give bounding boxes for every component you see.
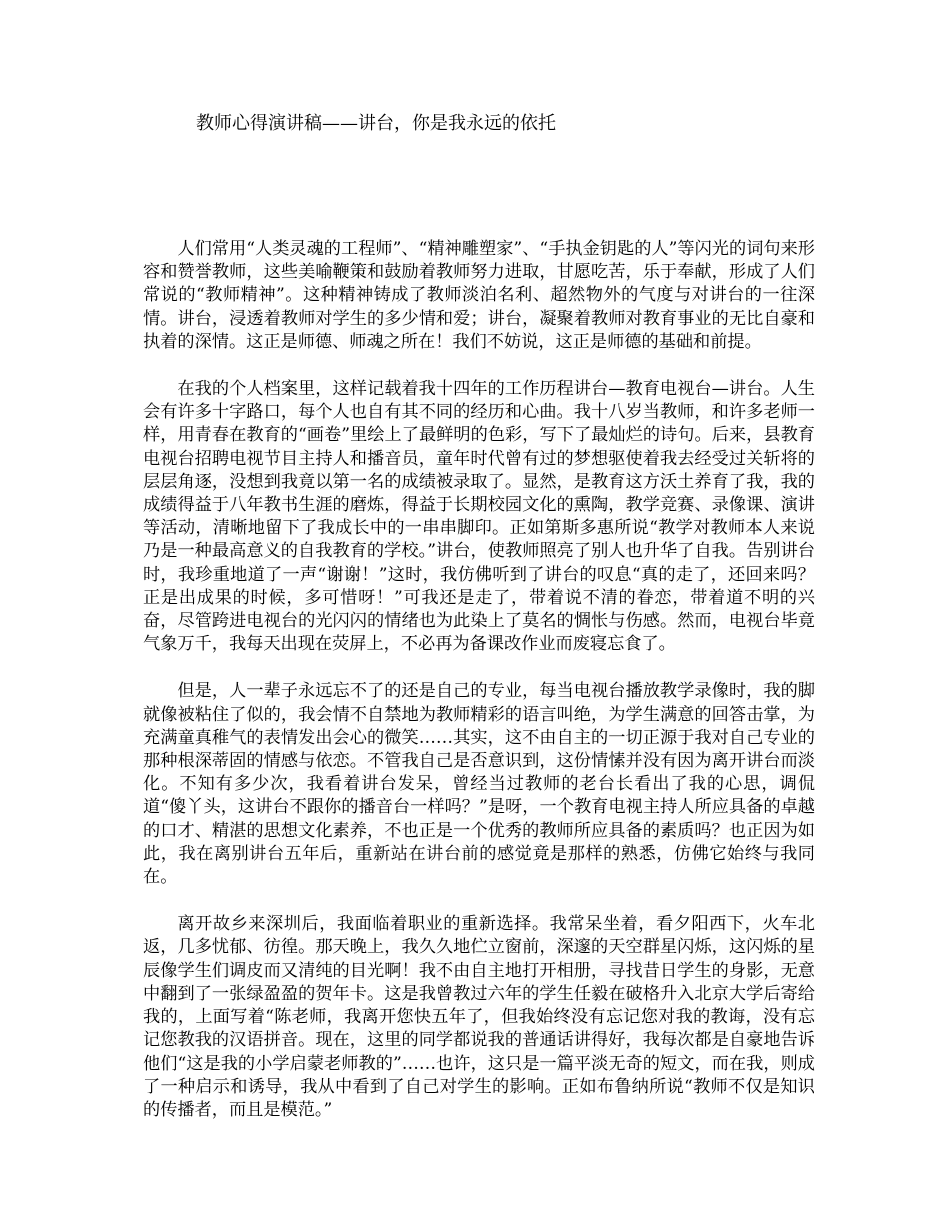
document-title: 教师心得演讲稿——讲台，你是我永远的依托 <box>196 113 556 134</box>
document-body <box>143 238 815 1122</box>
paragraph: 但是，人一辈子永远忘不了的还是自己的专业，每当电视台播放教学录像时，我的脚就像被粘住了似的，我会情不自禁地为教师精彩的语言叫绝，为学生满意的回答击掌，为充满童真稚气的表情发出会心的微笑……其实，这不由自主的一切正源于我对自己专业的那种根深蒂固的情感与依恋。不管我自己是否意识到，这份情愫并没有因为离开讲台而淡化。不知有多少次，我看着讲台发呆，曾经当过教师的老台长看出了我的心思，调侃道“傻丫头，这讲台不跟你的播音台一样吗？”是呀，一个教育电视主持人所应具备的卓越的口才、精湛的思想文化素养，不也正是一个优秀的教师所应具备的素质吗？也正因为如此，我在离别讲台五年后，重新站在讲台前的感觉竟是那样的熟悉，仿佛它始终与我同在。 <box>143 681 815 888</box>
paragraph: 人们常用“人类灵魂的工程师”、“精神雕塑家”、“手执金钥匙的人”等闪光的词句来形容和赞誉教师，这些美喻鞭策和鼓励着教师努力进取，甘愿吃苦，乐于奉献，形成了人们常说的“教师精神”。这种精神铸成了教师淡泊名利、超然物外的气度与对讲台的一往深情。讲台，浸透着教师对学生的多少情和爱；讲台，凝聚着教师对教育事业的无比自豪和执着的深情。这正是师德、师魂之所在！我们不妨说，这正是师德的基础和前提。 <box>143 239 815 352</box>
paragraph: 在我的个人档案里，这样记载着我十四年的工作历程讲台—教育电视台—讲台。人生会有许多十字路口，每个人也自有其不同的经历和心曲。我十八岁当教师，和许多老师一样，用青春在教育的“画卷”里绘上了最鲜明的色彩，写下了最灿烂的诗句。后来，县教育电视台招聘电视节目主持人和播音员，童年时代曾有过的梦想驱使着我去经受过关斩将的层层角逐，没想到我竟以第一名的成绩被录取了。显然，是教育这方沃土养育了我，我的成绩得益于八年教书生涯的磨炼，得益于长期校园文化的熏陶，教学竞赛、录像课、演讲等活动，清晰地留下了我成长中的一串串脚印。正如第斯多惠所说“教学对教师本人来说乃是一种最高意义的自我教育的学校。”讲台，使教师照亮了别人也升华了自我。告别讲台时，我珍重地道了一声“谢谢！”这时，我仿佛听到了讲台的叹息“真的走了，还回来吗？正是出成果的时候，多可惜呀！”可我还是走了，带着说不清的眷恋，带着道不明的兴奋，尽管跨进电视台的光闪闪的情绪也为此染上了莫名的惆怅与伤感。然而，电视台毕竟气象万千，我每天出现在荧屏上，不必再为备课改作业而废寝忘食了。 <box>143 379 815 655</box>
paragraph: 离开故乡来深圳后，我面临着职业的重新选择。我常呆坐着，看夕阳西下，火车北返，几多忧郁、彷徨。那天晚上，我久久地伫立窗前，深邃的天空群星闪烁，这闪烁的星辰像学生们调皮而又清纯的目光啊！我不由自主地打开相册，寻找昔日学生的身影，无意中翻到了一张绿盈盈的贺年卡。这是我曾教过六年的学生任毅在破格升入北京大学后寄给我的，上面写着“陈老师，我离开您快五年了，但我始终没有忘记您对我的教诲，没有忘记您教我的汉语拼音。现在，这里的同学都说我的普通话讲得好，我每次都是自豪地告诉他们“这是我的小学启蒙老师教的”……也许，这只是一篇平淡无奇的短文，而在我，则成了一种启示和诱导，我从中看到了自己对学生的影响。正如布鲁纳所说“教师不仅是知识的传播者，而且是模范。” <box>143 914 815 1120</box>
